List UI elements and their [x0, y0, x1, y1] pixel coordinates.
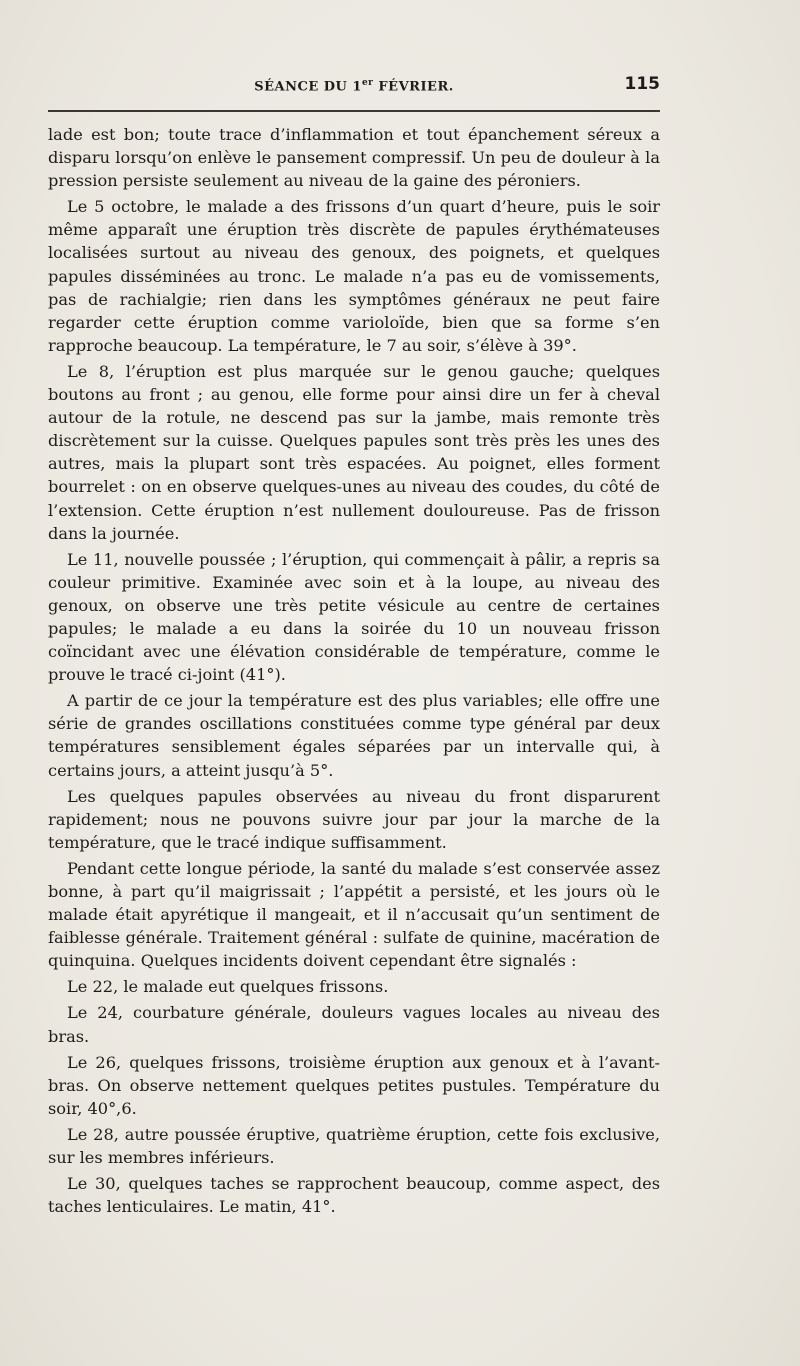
paragraph: Le 22, le malade eut quelques frissons. [67, 977, 389, 997]
paragraph: Le 28, autre poussée éruptive, quatrième éruption, cette fois exclusive, sur les membres inférieurs. [48, 1124, 660, 1168]
running-title [48, 78, 660, 94]
title-suffix: FÉVRIER. [373, 79, 454, 95]
paragraph: Pendant cette longue période, la santé du malade s’est conservée assez bonne, à part qu’il maigrissait ; l’appétit a persisté, et les jours où le malade était apyrétique il mangeait, et il n’accusait qu’un sentiment de faiblesse générale. Traitement général : sulfate de quinine, macération de quinquina. Quelques incidents doivent cependant être signalés : [48, 858, 660, 971]
paragraph: Le 8, l’éruption est plus marquée sur le genou gauche; quelques boutons au front ; au genou, elle forme pour ainsi dire un fer à cheval autour de la rotule, ne descend pas sur la jambe, mais remonte très discrètement sur la cuisse. Quelques papules sont très près les unes des autres, mais la plupart sont très espacées. Au poignet, elles forment bourrelet : on en observe quelques-unes au niveau des coudes, du côté de l’extension. Cette éruption n’est nullement douloureuse. Pas de frisson dans la journée. [48, 361, 660, 543]
paragraph: Le 24, courbature générale, douleurs vagues locales au niveau des bras. [48, 1003, 660, 1046]
paragraph: A partir de ce jour la température est des plus variables; elle offre une série de grandes oscillations constituées comme type général par deux températures sensiblement égales séparées par un intervalle qui, à certains jours, a atteint jusqu’à 5°. [48, 691, 660, 780]
page-number: 115 [624, 74, 660, 94]
running-header [48, 74, 660, 104]
title-superscript: er [361, 78, 374, 88]
paragraph: Le 5 octobre, le malade a des frissons d’un quart d’heure, puis le soir même apparaît une éruption très discrète de papules érythémateuses localisées surtout au niveau des genoux, des poignets, et quelques papules disséminées au tronc. Le malade n’a pas eu de vomissements, pas de rachialgie; rien dans les symptômes généraux ne peut faire regarder cette éruption comme varioloïde, bien que sa forme s’en rapproche beaucoup. La température, le 7 au soir, s’élève à 39°. [48, 197, 660, 355]
body-text [48, 123, 660, 1221]
title-prefix: SÉANCE DU 1 [254, 79, 362, 95]
paragraph: Le 30, quelques taches se rapprochent beaucoup, comme aspect, des taches lenticulaires. Le matin, 41°. [48, 1174, 660, 1217]
paragraph: Le 26, quelques frissons, troisième éruption aux genoux et à l’avant-bras. On observe nettement quelques petites pustules. Température du soir, 40°,6. [48, 1052, 660, 1118]
header-rule [48, 110, 660, 112]
paragraph: Les quelques papules observées au niveau du front disparurent rapidement; nous ne pouvons suivre jour par jour la marche de la température, que le tracé indique suffisamment. [48, 786, 660, 852]
paragraph: lade est bon; toute trace d’inflammation et tout épanchement séreux a disparu lorsqu’on enlève le pansement compressif. Un peu de douleur à la pression persiste seulement au niveau de la gaine des péroniers. [48, 125, 660, 191]
paragraph: Le 11, nouvelle poussée ; l’éruption, qui commençait à pâlir, a repris sa couleur primitive. Examinée avec soin et à la loupe, au niveau des genoux, on observe une très petite vésicule au centre de certaines papules; le malade a eu dans la soirée du 10 un nouveau frisson coïncidant avec une élévation considérable de température, comme le prouve le tracé ci-joint (41°). [48, 549, 660, 685]
